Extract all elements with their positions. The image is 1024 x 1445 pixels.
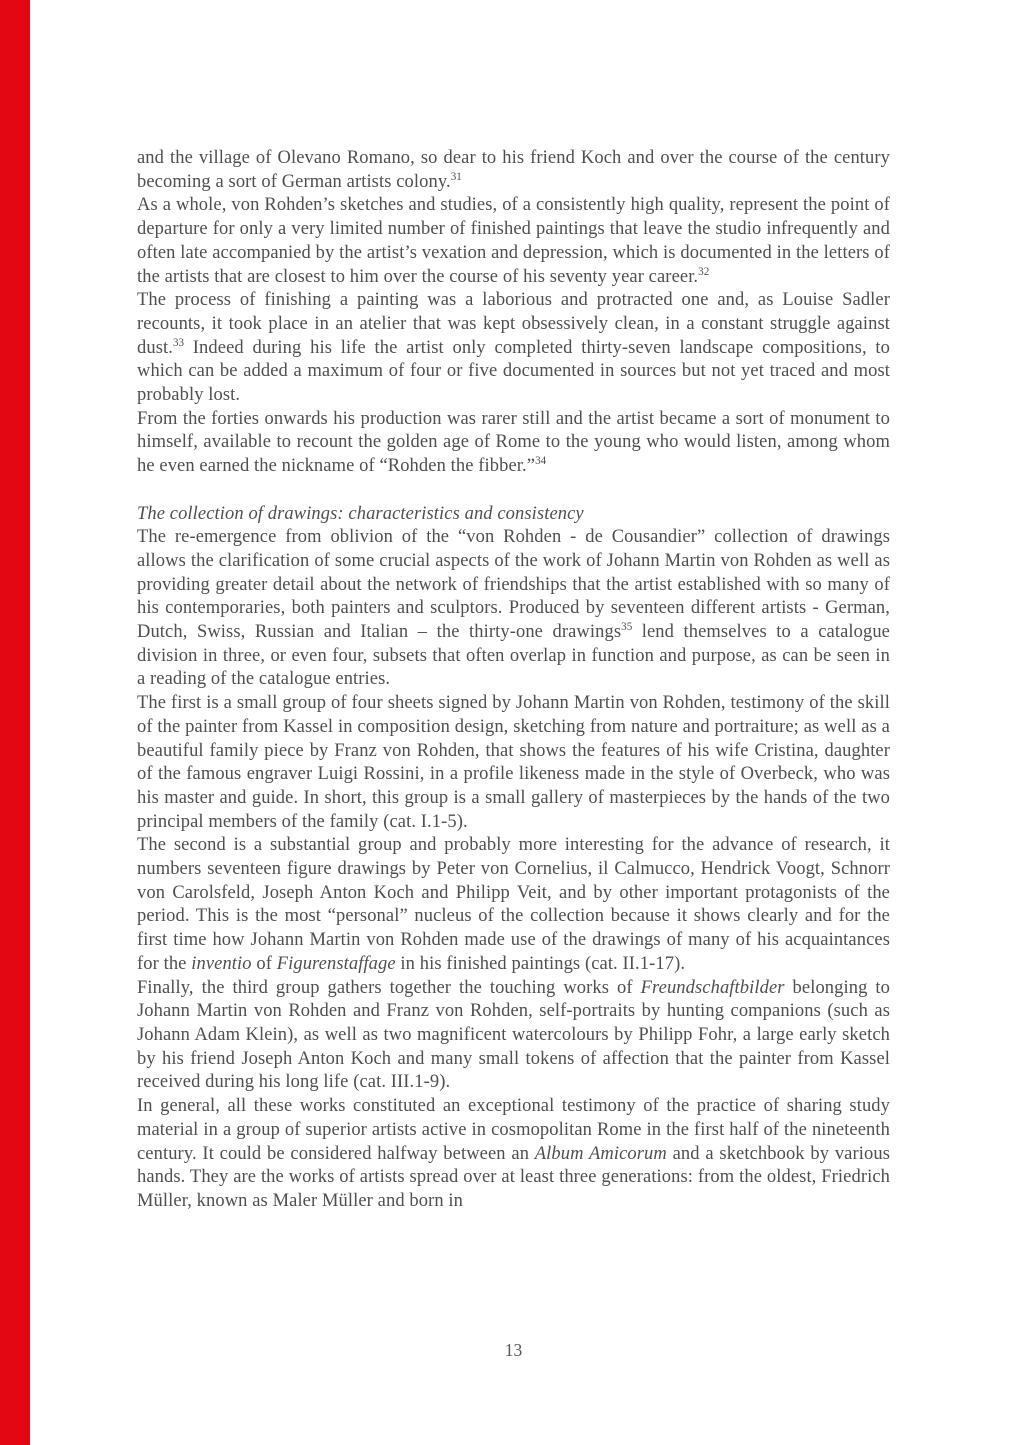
paragraph-second-group: The second is a substantial group and probably more interesting for the advance of research, it numbers seventeen figure drawings by Peter von Cornelius, il Calmucco, Hendrick Voogt, Schnorr von Carolsfeld, Joseph Anton Koch and Philipp Veit, and by other important protagonists of the period. This is the most “personal” nucleus of the collection because it shows clearly and for the first time how Johann Martin von Rohden made use of the drawings of many of his acquaintances for the inventio of Figurenstaffage in his finished paintings (cat. II.1-17). [137, 835, 890, 974]
paragraph-forties-onwards: From the forties onwards his production was rarer still and the artist became a sort of monument to himself, available to recount the golden age of Rome to the young who would listen, among whom he even earned the nickname of “Rohden the fibber.”$^{34}$ [137, 408, 890, 477]
page-number: 13 [504, 1340, 523, 1360]
paragraph-re-emergence: The re-emergence from oblivion of the “von Rohden - de Cousandier” collection of drawings allows the clarification of some crucial aspects of the work of Johann Martin von Rohden as well as providing greater detail about the network of friendships that the artist established with so many of his contemporaries, both painters and sculptors. Produced by seventeen different artists - German, Dutch, Swiss, Russian and Italian – the thirty-one drawings$^{35}$ lend themselves to a catalogue division in three, or even four, subsets that often overlap in function and purpose, as can be seen in a reading of the catalogue entries. [137, 527, 890, 690]
red-spine-bar [0, 0, 30, 1445]
paragraph-third-group: Finally, the third group gathers together the touching works of Freundschaftbilder belonging to Johann Martin von Rohden and Franz von Rohden, self-portraits by hunting companions (such as Johann Adam Klein), as well as two magnificent watercolours by Philipp Fohr, a large early sketch by his friend Joseph Anton Koch and many small tokens of affection that the painter from Kassel received during his long life (cat. III.1-9). [137, 977, 891, 1093]
paragraph-sketches-studies: As a whole, von Rohden’s sketches and studies, of a consistently high quality, represent the point of departure for only a very limited number of finished paintings that leave the studio infrequently and often late accompanied by the artist’s vexation and depression, which is documented in the letters of the artists that are closest to him over the course of his seventy year career.$^{32}$ [137, 195, 890, 287]
section-heading-collection: The collection of drawings: characteristics and consistency [137, 503, 584, 524]
paragraph-colony: and the village of Olevano Romano, so dear to his friend Koch and over the course of the century becoming a sort of German artists colony.$^{31}$ [137, 148, 890, 192]
text-column [137, 147, 890, 1214]
paragraph-finishing-process: The process of finishing a painting was a laborious and protracted one and, as Louise Sadler recounts, it took place in an atelier that was kept obsessively clean, in a constant struggle against dust.$^{33}$ Indeed during his life the artist only completed thirty-seven landscape compositions, to which can be added a maximum of four or five documented in sources but not yet traced and most probably lost. [137, 290, 890, 406]
paragraph-first-group: The first is a small group of four sheets signed by Johann Martin von Rohden, testimony of the skill of the painter from Kassel in composition design, sketching from nature and portraiture; as well as a beautiful family piece by Franz von Rohden, that shows the features of his wife Cristina, daughter of the famous engraver Luigi Rossini, in a profile likeness made in the style of Overbeck, who was his master and guide. In short, this group is a small gallery of masterpieces by the hands of the two principal members of the family (cat. I.1-5). [137, 693, 890, 832]
paragraph-in-general: In general, all these works constituted an exceptional testimony of the practice of sharing study material in a group of superior artists active in cosmopolitan Rome in the first half of the nineteenth century. It could be considered halfway between an Album Amicorum and a sketchbook by various hands. They are the works of artists spread over at least three generations: from the oldest, Friedrich Müller, known as Maler Müller and born in [137, 1096, 890, 1211]
